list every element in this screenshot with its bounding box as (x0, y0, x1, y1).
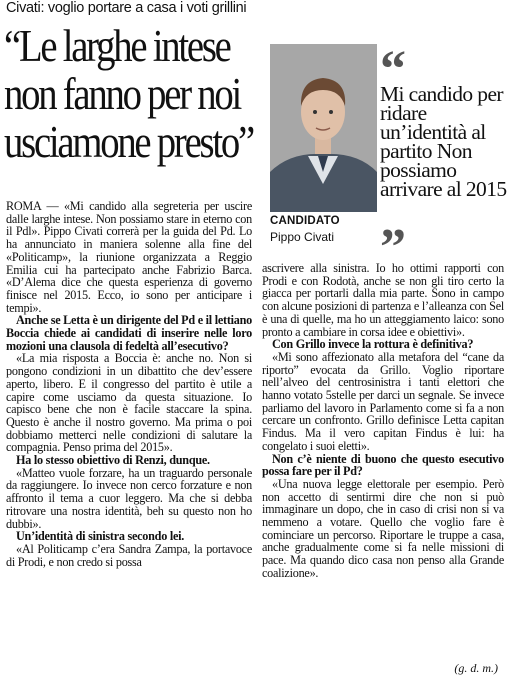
interview-question: Non c’è niente di buono che questo esecutivo possa fare per il Pd? (262, 451, 504, 479)
headline (4, 21, 253, 167)
article-column-2 (262, 262, 504, 580)
article-kicker: Civati: voglio portare a casa i voti grillini (6, 0, 247, 16)
person-icon (270, 44, 377, 212)
paragraph: «Mi sono affezionato alla metafora del “cane da riporto” evocata da Grillo. Voglio riportare nell’alveo del centrosinistra i tanti elettori che hanno votato 5stelle per darci un segnale. Se invece parliamo del lavoro in Parlamento come si fa a non cercare un confronto. Grillo definisce Letta capitan Findus. Ma il vero capitan Findus è lui: ha congelato i suoi eletti». (262, 349, 504, 453)
author-signature: (g. d. m.) (454, 661, 498, 675)
paragraph: «Al Politicamp c’era Sandra Zampa, la portavoce di Prodi, e non credo si possa (6, 541, 252, 569)
caption-name: Pippo Civati (270, 230, 335, 244)
interview-question: Anche se Letta è un dirigente del Pd e il lettiano Boccia chiede ai candidati di inserire nelle loro mozioni una clausola di fedeltà all’esecutivo? (6, 313, 252, 353)
close-quote-icon: ” (380, 219, 406, 276)
interview-question: Con Grillo invece la rottura è definitiva? (272, 337, 474, 352)
headline-line: usciamone presto” (4, 117, 253, 167)
pull-quote: Mi candido per ridare un’identità al partito Non possiamo arrivare al 2015 (380, 82, 507, 201)
article-column-1 (6, 200, 252, 568)
portrait-photo (270, 44, 377, 212)
interview-question: Un’identità di sinistra secondo lei. (16, 529, 185, 544)
paragraph: «La mia risposta a Boccia è: anche no. Non si pongono condizioni in un dibattito che dev’essere aperto, libero. E il congresso del partito è utile a capire come usciamo da questa situazione. Io capisco bene che non è facile staccare la spina. Questo è anche il nostro governo. Ma prima o poi dobbiamo metterci nelle condizioni di salutare la compagnia. Penso prima del 2015». (6, 351, 252, 455)
open-quote-icon: “ (380, 41, 406, 98)
headline-line: non fanno per noi (4, 69, 241, 119)
interview-question: Ha lo stesso obiettivo di Renzi, dunque. (16, 453, 210, 468)
paragraph: «Una nuova legge elettorale per esempio. Però non accetto di sentirmi dire che non si può immaginare un dopo, che in caso di crisi non si va nemmeno a votare. Quello che voglio fare è cominciare un percorso. Riportare le truppe a casa, anche gradualmente come si fa nelle missioni di pace. Ma quando dico casa non penso alla Grande coalizione». (262, 476, 504, 580)
paragraph: ROMA — «Mi candido alla segreteria per uscire dalle larghe intese. Non possiamo stare in eterno con il Pdl». Pippo Civati correrà per la guida del Pd. Lo ha annunciato in maniera solenne alla fine del «Politicamp», la riunione organizzata a Reggio Emilia cui ha partecipato anche Fabrizio Barca. «D’Alema dice che questa esperienza di governo finisce nel 2015. Ecco, io sono per anticipare i tempi». (6, 199, 252, 315)
paragraph: ascrivere alla sinistra. Io ho ottimi rapporti con Prodi e con Rodotà, anche se non gli tiro certo la giacca per portarli dalla mia parte. Sono in campo con alcune posizioni di partenza e l’alleanza con Sel è una di quelle, ma ho un atteggiamento laico: sono pronto a cambiare in corsa idee e obiettivi». (262, 261, 504, 339)
caption-label: CANDIDATO (270, 215, 340, 227)
headline-line: “Le larghe intese (4, 21, 230, 71)
paragraph: «Matteo vuole forzare, ha un traguardo personale da raggiungere. Io invece non cerco forzature e non affronto il tema a cuor leggero. Ma che si debba ritrovare una nostra identità, beh su questo non ho dubbi». (6, 465, 252, 531)
